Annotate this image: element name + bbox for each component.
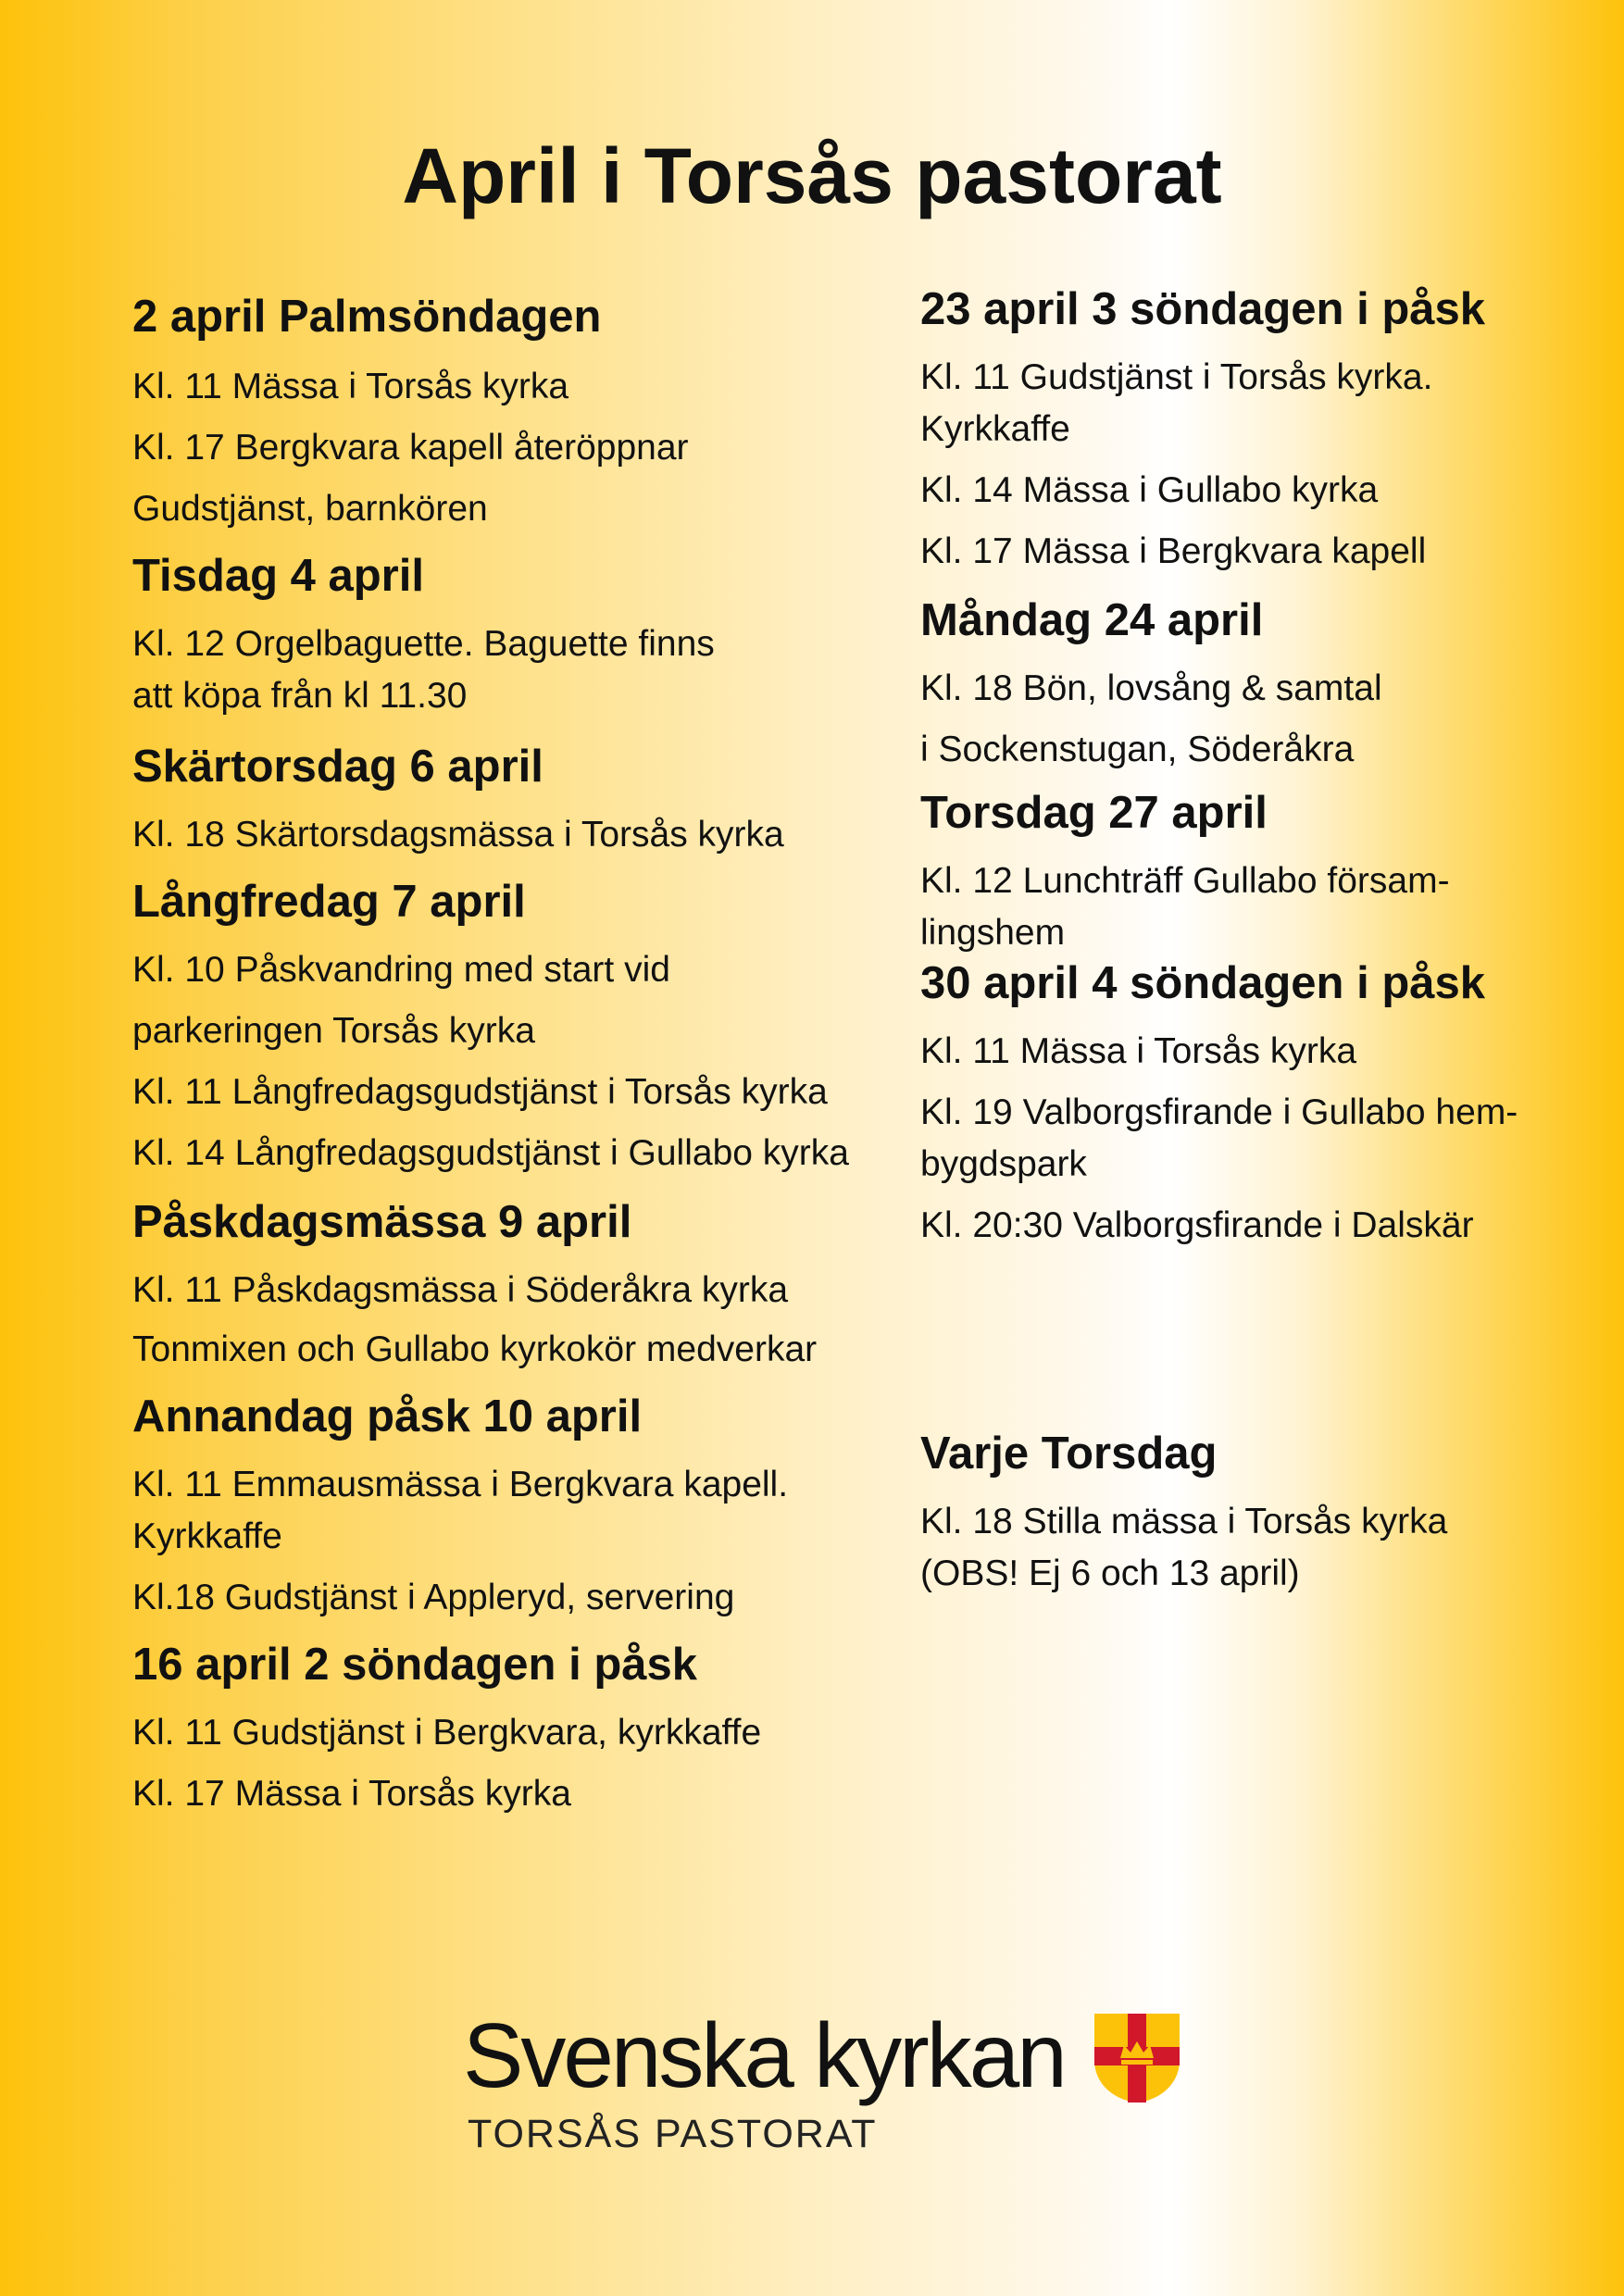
left-event-heading: Tisdag 4 april	[132, 551, 424, 601]
left-event-line: Tonmixen och Gullabo kyrkokör medverkar	[132, 1329, 818, 1369]
left-event-line: Kl. 17 Mässa i Torsås kyrka	[132, 1774, 571, 1814]
right-event-line: Kl. 18 Stilla mässa i Torsås kyrka	[920, 1502, 1448, 1541]
left-event-line: Kl. 10 Påskvandring med start vid	[132, 950, 670, 990]
right-event-line: Kl. 20:30 Valborgsfirande i Dalskär	[920, 1205, 1474, 1245]
right-event-line: Kl. 17 Mässa i Bergkvara kapell	[920, 531, 1427, 571]
right-event-line: Kl. 12 Lunchträff Gullabo försam-	[920, 861, 1450, 901]
church-shield-icon	[1093, 2012, 1181, 2104]
left-event-heading: Annandag påsk 10 april	[132, 1391, 643, 1441]
right-event-line: bygdspark	[920, 1144, 1087, 1184]
left-event-line: Kl. 11 Gudstjänst i Bergkvara, kyrkkaffe	[132, 1713, 762, 1753]
left-event-line: Kl.18 Gudstjänst i Appleryd, servering	[132, 1578, 735, 1617]
left-event-line: Kyrkkaffe	[132, 1516, 282, 1556]
left-event-line: Kl. 14 Långfredagsgudstjänst i Gullabo kyrka	[132, 1133, 849, 1173]
left-event-line: Kl. 17 Bergkvara kapell återöppnar	[132, 428, 689, 468]
left-event-line: Kl. 12 Orgelbaguette. Baguette finns	[132, 624, 715, 664]
right-event-heading: 30 april 4 söndagen i påsk	[920, 958, 1486, 1008]
left-event-heading: 2 april Palmsöndagen	[132, 292, 602, 342]
right-event-line: Kl. 19 Valborgsfirande i Gullabo hem-	[920, 1092, 1518, 1132]
left-event-line: parkeringen Torsås kyrka	[132, 1011, 535, 1051]
right-event-line: Kl. 14 Mässa i Gullabo kyrka	[920, 470, 1379, 510]
left-event-heading: Påskdagsmässa 9 april	[132, 1197, 632, 1247]
right-event-line: Kl. 11 Gudstjänst i Torsås kyrka.	[920, 357, 1433, 397]
right-event-line: Kyrkkaffe	[920, 409, 1070, 449]
left-event-line: Kl. 11 Långfredagsgudstjänst i Torsås kyrka	[132, 1072, 828, 1112]
left-event-heading: 16 april 2 söndagen i påsk	[132, 1640, 698, 1690]
left-event-line: Kl. 11 Påskdagsmässa i Söderåkra kyrka	[132, 1270, 789, 1310]
left-event-line: Kl. 18 Skärtorsdagsmässa i Torsås kyrka	[132, 815, 784, 855]
page-title: April i Torsås pastorat	[402, 132, 1222, 219]
right-event-heading: Varje Torsdag	[920, 1429, 1218, 1479]
right-event-heading: Måndag 24 april	[920, 595, 1264, 645]
logo-subtitle: TORSÅS PASTORAT	[468, 2112, 878, 2156]
right-event-heading: 23 april 3 söndagen i påsk	[920, 284, 1486, 334]
left-event-line: Kl. 11 Mässa i Torsås kyrka	[132, 367, 569, 406]
right-event-line: (OBS! Ej 6 och 13 april)	[920, 1554, 1300, 1593]
left-event-line: att köpa från kl 11.30	[132, 676, 468, 716]
left-event-line: Kl. 11 Emmausmässa i Bergkvara kapell.	[132, 1465, 789, 1504]
right-event-line: Kl. 11 Mässa i Torsås kyrka	[920, 1031, 1357, 1071]
left-event-line: Gudstjänst, barnkören	[132, 489, 488, 529]
left-event-heading: Långfredag 7 april	[132, 877, 526, 927]
right-event-line: Kl. 18 Bön, lovsång & samtal	[920, 668, 1382, 708]
left-event-heading: Skärtorsdag 6 april	[132, 742, 543, 792]
right-event-heading: Torsdag 27 april	[920, 788, 1268, 838]
right-event-line: i Sockenstugan, Söderåkra	[920, 730, 1355, 769]
logo-wordmark: Svenska kyrkan	[463, 2004, 1065, 2106]
right-event-line: lingshem	[920, 913, 1066, 953]
